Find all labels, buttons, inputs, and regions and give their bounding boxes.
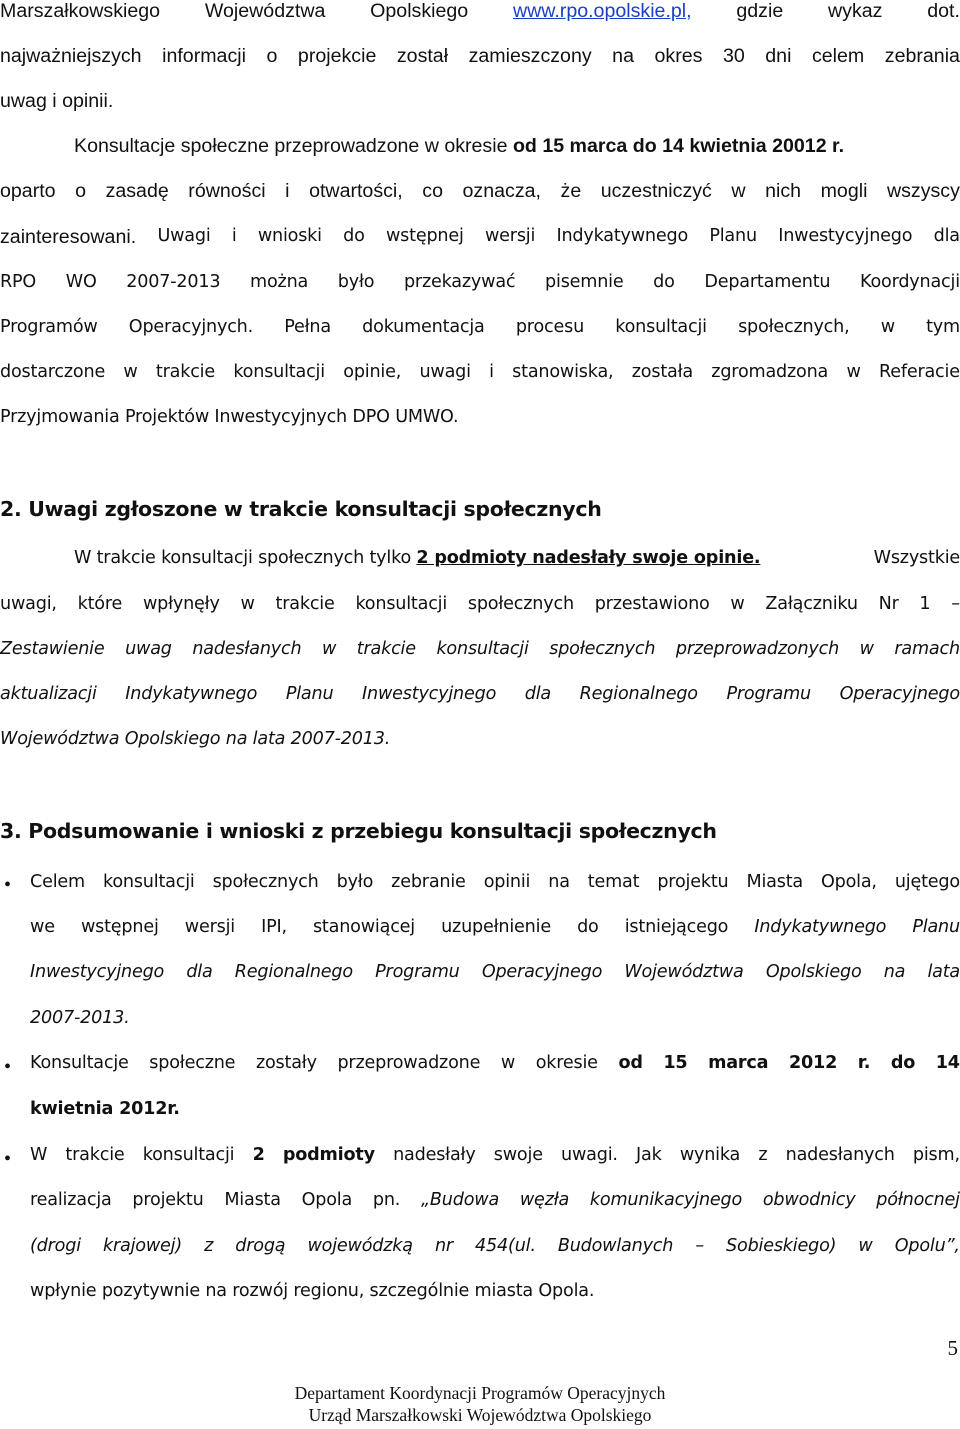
word: we: [30, 917, 55, 937]
word: w: [500, 1053, 516, 1073]
word: ramach: [894, 639, 960, 659]
word: Operacyjnego: [839, 684, 960, 704]
word: konsultacji: [142, 1145, 235, 1165]
word: nadesłały: [393, 1145, 476, 1165]
word: opinie,: [343, 362, 402, 382]
word: informacji: [162, 45, 246, 67]
word: 30: [722, 45, 745, 67]
word: Programu: [726, 684, 811, 704]
word: 15: [663, 1053, 688, 1073]
word: 454(ul.: [475, 1236, 536, 1256]
word: stanowiska,: [512, 362, 614, 382]
word: projekcie: [297, 45, 377, 67]
word: społecznych: [549, 639, 656, 659]
bullet-1-line-1: [30, 872, 960, 892]
section-2-line-1: [74, 548, 960, 568]
word: Pełna: [284, 317, 331, 337]
word: do: [890, 1053, 916, 1073]
bullet-3-line-2: [30, 1190, 960, 1210]
word: wszyscy: [886, 180, 960, 202]
word: wojewódzką: [307, 1236, 413, 1256]
word: drogą: [235, 1236, 286, 1256]
footer-office: Urząd Marszałkowski Województwa Opolskiego: [308, 1405, 652, 1425]
word: 2007-2013: [126, 272, 221, 292]
word: o: [75, 180, 87, 202]
word: zamieszczony: [468, 45, 592, 67]
word: wykaz: [828, 0, 883, 22]
word: konsultacji: [436, 639, 529, 659]
word: z: [758, 1145, 768, 1165]
word: Departamentu: [704, 272, 831, 292]
bullet-icon: •: [4, 874, 12, 896]
word: w: [859, 639, 874, 659]
word: 1: [919, 594, 931, 614]
word: Opola,: [820, 872, 877, 892]
bullet-1-line-4: 2007-2013.: [30, 1008, 130, 1028]
word: Indykatywnego: [754, 917, 887, 937]
word: 2: [252, 1145, 265, 1165]
word: wpłynęły: [142, 594, 220, 614]
consultation-period-text: Konsultacje społeczne przeprowadzone w okresie: [74, 135, 513, 157]
word: lata: [927, 962, 960, 982]
word: obwodnicy: [762, 1190, 856, 1210]
word: i: [231, 226, 237, 246]
bullet-3-line-3: [30, 1236, 960, 1256]
word: społecznych: [467, 594, 574, 614]
word: dla: [524, 684, 552, 704]
word: trakcie: [356, 639, 416, 659]
word: zostały: [255, 1053, 317, 1073]
word: konsultacji: [102, 872, 195, 892]
word: zainteresowani.: [0, 226, 137, 248]
word: marca: [708, 1053, 769, 1073]
word: uwagi.: [561, 1145, 618, 1165]
word: dla: [186, 962, 213, 982]
word: aktualizacji: [0, 684, 97, 704]
word: z: [204, 1236, 214, 1256]
word: 2012: [788, 1053, 838, 1073]
word: północnej: [876, 1190, 960, 1210]
word: uwagi: [419, 362, 471, 382]
word: nadesłanych: [785, 1145, 895, 1165]
word: Inwestycyjnego: [778, 226, 913, 246]
word: i: [489, 362, 494, 382]
bullet-icon: •: [4, 1056, 12, 1078]
bullet-3-line-1: [30, 1145, 960, 1165]
word: Celem: [30, 872, 85, 892]
word: społecznych,: [738, 317, 850, 337]
intro-line-9: [0, 362, 960, 382]
word: nich: [765, 180, 802, 202]
word: na: [612, 45, 634, 67]
word: Indykatywnego: [556, 226, 689, 246]
word: Planu: [285, 684, 334, 704]
word: można: [250, 272, 309, 292]
word: IPI,: [261, 917, 287, 937]
word: otwartości,: [309, 180, 403, 202]
section-2-line-5: Województwa Opolskiego na lata 2007-2013.: [0, 729, 391, 749]
word: wstępnej: [385, 226, 464, 246]
word: swoje: [493, 1145, 543, 1165]
word: dostarczone: [0, 362, 106, 382]
word: Operacyjnych.: [128, 317, 254, 337]
word: W: [30, 1145, 48, 1165]
word: zasadę: [105, 180, 169, 202]
word: w: [240, 594, 255, 614]
word: celem: [811, 45, 865, 67]
word: w: [846, 362, 861, 382]
word: na: [883, 962, 906, 982]
word: trakcie: [275, 594, 335, 614]
word: Konsultacje: [30, 1053, 129, 1073]
word: r.: [857, 1053, 871, 1073]
word: tym: [926, 317, 960, 337]
word: wstępnej: [80, 917, 159, 937]
word: w: [858, 1236, 873, 1256]
word: nr: [434, 1236, 453, 1256]
section-2-heading: 2. Uwagi zgłoszone w trakcie konsultacji społecznych: [0, 497, 602, 521]
word: dni: [765, 45, 792, 67]
word: została: [631, 362, 693, 382]
word: okresie: [535, 1053, 598, 1073]
bullet-icon: •: [4, 1148, 12, 1170]
word: Budowlanych: [557, 1236, 674, 1256]
intro-line-5: [0, 180, 960, 203]
word: Zestawienie: [0, 639, 105, 659]
word: społecznych: [212, 872, 319, 892]
word: uzupełnienie: [441, 917, 551, 937]
section-2-intro-text: W trakcie konsultacji społecznych tylko: [74, 548, 417, 568]
word: Załączniku: [765, 594, 858, 614]
word: Indykatywnego: [125, 684, 258, 704]
word: dot.: [927, 0, 960, 22]
word: Operacyjnego: [481, 962, 603, 982]
word: w: [730, 594, 745, 614]
word: Programu: [375, 962, 460, 982]
word: stanowiącej: [312, 917, 415, 937]
word: że: [560, 180, 582, 202]
word: Programów: [0, 317, 98, 337]
intro-line-10: Przyjmowania Projektów Inwestycyjnych DPO UMWO.: [0, 407, 459, 427]
word: w: [123, 362, 138, 382]
word: temat: [587, 872, 640, 892]
word: wersji: [484, 226, 536, 246]
word: RPO: [0, 272, 37, 292]
section-2-line-4: [0, 684, 960, 704]
word: Opola: [301, 1190, 353, 1210]
intro-line-3: uwag i opinii.: [0, 90, 114, 112]
word: o: [266, 45, 278, 67]
word: „Budowa: [420, 1190, 500, 1210]
word: konsultacji: [233, 362, 325, 382]
word: projektu: [132, 1190, 204, 1210]
word: dokumentacja: [362, 317, 485, 337]
word: realizacja: [30, 1190, 112, 1210]
word: do: [343, 226, 365, 246]
bullet-2-line-1: [30, 1053, 960, 1073]
bullet-2-line-2: kwietnia 2012r.: [30, 1099, 180, 1119]
word: Referacie: [878, 362, 960, 382]
word: dla: [933, 226, 960, 246]
word: uczestniczyć: [600, 180, 712, 202]
word: było: [336, 872, 374, 892]
word: komunikacyjnego: [589, 1190, 743, 1210]
word: Koordynacji: [860, 272, 960, 292]
word: pisemnie: [545, 272, 624, 292]
word: Opolskiego: [765, 962, 862, 982]
word: Województwa: [624, 962, 744, 982]
word: Inwestycyjnego: [362, 684, 497, 704]
word: przeprowadzone: [337, 1053, 481, 1073]
intro-line-4: [74, 135, 960, 158]
word: zebrania: [884, 45, 960, 67]
word: w: [322, 639, 337, 659]
bullet-3-line-4: wpłynie pozytywnie na rozwój regionu, szczególnie miasta Opola.: [30, 1281, 595, 1301]
word: węzła: [519, 1190, 570, 1210]
word: Regionalnego: [234, 962, 353, 982]
word: równości: [188, 180, 266, 202]
intro-line-2: [0, 45, 960, 68]
word: uwag: [125, 639, 172, 659]
word: mogli: [820, 180, 868, 202]
word: do: [577, 917, 599, 937]
intro-line-7: [0, 272, 960, 292]
word: przekazywać: [403, 272, 516, 292]
word: projektu: [657, 872, 729, 892]
word: pism,: [912, 1145, 960, 1165]
word: oparto: [0, 180, 56, 202]
word: pn.: [372, 1190, 401, 1210]
word: wynika: [679, 1145, 741, 1165]
word: –: [695, 1236, 704, 1256]
word: do: [653, 272, 675, 292]
word: od: [618, 1053, 643, 1073]
word: Marszałkowskiego: [0, 0, 161, 22]
word: Planu: [912, 917, 960, 937]
word: Inwestycyjnego: [30, 962, 165, 982]
word: i: [285, 180, 290, 202]
word: konsultacji: [355, 594, 448, 614]
word: opinii: [483, 872, 531, 892]
word: na: [548, 872, 570, 892]
word: co: [422, 180, 443, 202]
word: Województwa: [204, 0, 326, 22]
word: wnioski: [257, 226, 322, 246]
bullet-1-line-2: [30, 917, 960, 937]
word: Wszystkie: [873, 548, 960, 568]
word: Miasta: [224, 1190, 281, 1210]
word: został: [396, 45, 449, 67]
word: krajowej): [102, 1236, 183, 1256]
word: –: [951, 594, 960, 614]
bullet-1-line-3: [30, 962, 960, 982]
consultation-period-dates: od 15 marca do 14 kwietnia 20012 r.: [512, 135, 845, 157]
word: było: [337, 272, 375, 292]
word: Jak: [636, 1145, 662, 1165]
word: ujętego: [894, 872, 960, 892]
word: w: [731, 180, 746, 202]
word: gdzie: [736, 0, 784, 22]
word: społeczne: [149, 1053, 236, 1073]
word: Regionalnego: [579, 684, 698, 704]
section-2-line-2: [0, 594, 960, 614]
word: WO: [65, 272, 97, 292]
intro-line-8: [0, 317, 960, 337]
word: uwagi,: [0, 594, 57, 614]
intro-line-1: [0, 0, 960, 23]
word: Opolskiego: [370, 0, 469, 22]
word: Opolu”,: [894, 1236, 960, 1256]
word: Miasta: [746, 872, 803, 892]
intro-line-6: [0, 226, 960, 249]
page-number: 5: [947, 1336, 958, 1360]
word: okres: [654, 45, 703, 67]
word: trakcie: [155, 362, 215, 382]
word: przestawiono: [594, 594, 710, 614]
word: oznacza,: [462, 180, 541, 202]
section-2-line-3: [0, 639, 960, 659]
rpo-website-link[interactable]: www.rpo.opolskie.pl,: [512, 0, 692, 22]
word: przeprowadzonych: [675, 639, 840, 659]
word: (drogi: [30, 1236, 81, 1256]
word: Uwagi: [157, 226, 211, 246]
word: Planu: [709, 226, 757, 246]
word: najważniejszych: [0, 45, 142, 67]
word: podmioty: [282, 1145, 375, 1165]
word: istniejącego: [624, 917, 729, 937]
word: procesu: [515, 317, 585, 337]
word: które: [77, 594, 123, 614]
submissions-count-highlight: 2 podmioty nadesłały swoje opinie.: [416, 548, 761, 568]
word: zgromadzona: [711, 362, 829, 382]
word: Sobieskiego): [726, 1236, 837, 1256]
word: trakcie: [65, 1145, 125, 1165]
word: wersji: [184, 917, 235, 937]
word: 14: [935, 1053, 960, 1073]
word: konsultacji: [615, 317, 707, 337]
word: w: [880, 317, 895, 337]
word: nadesłanych: [192, 639, 302, 659]
section-3-heading: 3. Podsumowanie i wnioski z przebiegu konsultacji społecznych: [0, 819, 717, 843]
word: zebranie: [391, 872, 466, 892]
footer-department: Departament Koordynacji Programów Operacyjnych: [294, 1383, 666, 1403]
word: Nr: [878, 594, 899, 614]
